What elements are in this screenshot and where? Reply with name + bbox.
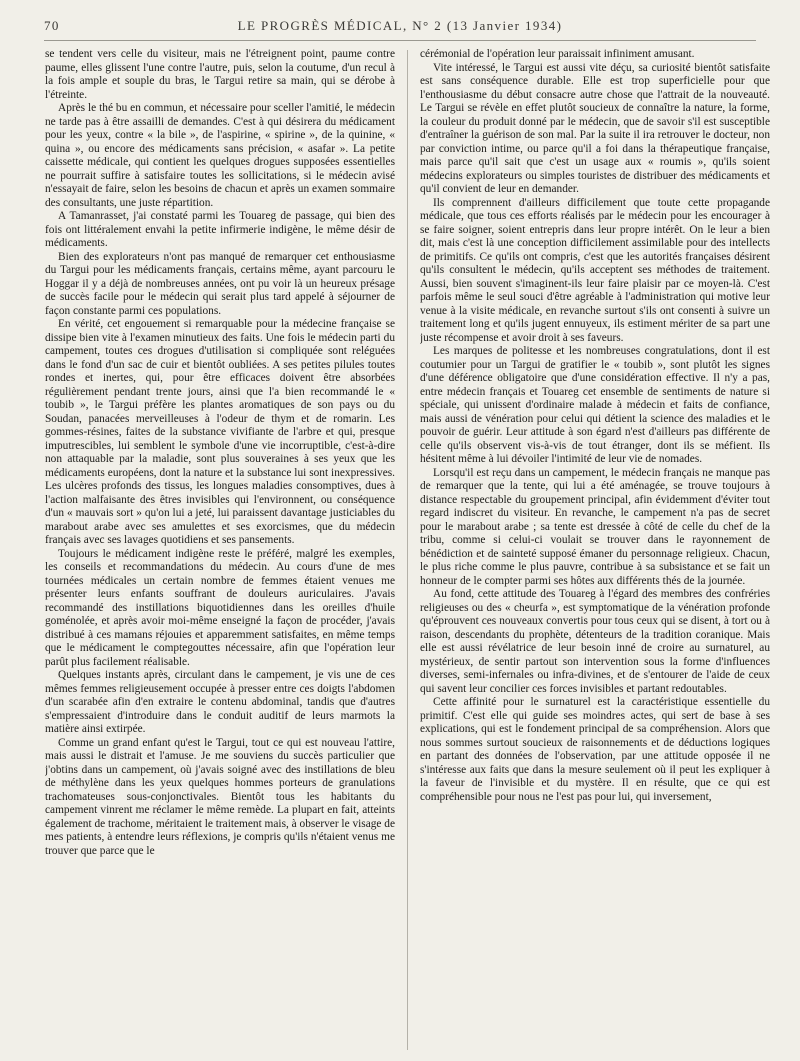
paragraph: Toujours le médicament indigène reste le préféré, malgré les exemples, les conseils et recommandations du médecin. Au cours d'une de mes tournées médicales un certain nombre de femmes étaient venues me présenter leurs enfants souffrant de douleurs auriculaires. J'avais recommandé des instillations biquotidiennes dans les oreilles d'huile goménolée, et après avoir moi-même enseigné la façon de procéder, j'avais distribué à ces mamans réjouies et apparemment satisfaites, en même temps que le médicament le comptegouttes nécessaire, afin que l'opération leur parût plus facilement réalisable. xyxy=(45,547,395,668)
paragraph: Quelques instants après, circulant dans le campement, je vis une de ces mêmes femmes religieusement occupée à presser entre ces doigts l'abdomen d'un scarabée afin d'en extraire le contenu abdominal, tandis que d'autres s'empressaient d'introduire dans le conduit auditif de leurs marmots la matière ainsi extirpée. xyxy=(45,669,395,735)
paragraph: En vérité, cet engouement si remarquable pour la médecine française se dissipe bien vite à l'examen minutieux des faits. Une fois le médecin parti du campement, toutes ces drogues d'utilisation si compliquée sont reléguées dans le fond d'un sac de cuir et bientôt oubliées. A ses petites pilules toutes rondes et inertes, qui, pour être efficaces doivent être absorbées régulièrement pendant trente jours, ainsi que l'a bien recommandé le « toubib », le Targui préfère les plantes aromatiques de son pays ou du Soudan, panacées merveilleuses à l'odeur de thym et de romarin. Les gommes-résines, faites de la substance vivifiante de l'arbre et qui, presque imputrescibles, lui semblent le symbole d'une vie incorruptible, c'est-à-dire non attaquable par la maladie, sont plus souveraines à ses yeux que les médicaments européens, dont la nature et la substance lui sont inexpressives. Les ulcères profonds des tissus, les longues maladies consomptives, dues à l'action malfaisante des êtres invisibles qui l'environnent, ou conséquence d'un « mauvais sort » qu'on lui a jeté, lui paraissent davantage justiciables du marabout arabe avec ses amulettes et ses exorcismes, que du médecin français avec ses lavages quotidiens et ses pansements. xyxy=(45,318,395,546)
running-header xyxy=(44,18,756,38)
paragraph: Après le thé bu en commun, et nécessaire pour sceller l'amitié, le médecin ne tarde pas à être assailli de demandes. C'est à qui désirera du médicament pour les yeux, contre « la bile », de l'aspirine, « spirine », de la quinine, « quina », ou encore des médicaments sans précision, « asafar ». La petite caissette médicale, qui contient les quelques drogues supposées essentielles ne pourrait suffire à satisfaire toutes les sollicitations, si le médecin avisé n'essayait de faire, selon les besoins de chacun et après un examen sommaire des consultants, une juste répartition. xyxy=(45,102,395,209)
left-column xyxy=(45,48,395,1053)
paragraph: Vite intéressé, le Targui est aussi vite déçu, sa curiosité bientôt satisfaite est sans conséquence durable. Elle est trop superficielle pour que l'enthousiasme du début consacre autre chose que l'attrait de la nouveauté. Le Targui se révèle en effet plutôt soucieux de connaître la nature, la forme, la couleur du produit donné par le médecin, que de savoir s'il est susceptible d'entraîner la guérison de son mal. Par la suite il ira retrouver le docteur, non par conviction intime, ou parce qu'il a foi dans la thérapeutique française, mais parce qu'il sait que c'est un usage aux « roumis », qu'ils soient médecins explorateurs ou simples touristes de distribuer des médicaments et qu'il convient de leur en demander. xyxy=(420,61,770,195)
paragraph: Comme un grand enfant qu'est le Targui, tout ce qui est nouveau l'attire, mais aussi le distrait et l'amuse. Je me souviens du succès particulier que j'obtins dans un campement, où j'avais soigné avec des instillations de bleu de méthylène dans les yeux quelques hommes porteurs de granulations trachomateuses sous-conjonctivales. Bientôt tous les habitants du campement vinrent me réclamer le même remède. La plupart en fait, atteints également de trachome, méritaient le traitement mais, à observer le visage de mes patients, à entendre leurs réflexions, je compris qu'ils n'étaient venus me trouver que parce que le xyxy=(45,736,395,857)
paragraph: A Tamanrasset, j'ai constaté parmi les Touareg de passage, qui bien des fois ont littéralement envahi la petite infirmerie indigène, le même désir de médicaments. xyxy=(45,210,395,249)
header-rule xyxy=(44,40,756,41)
paragraph: cérémonial de l'opération leur paraissait infiniment amusant. xyxy=(420,48,695,60)
paragraph: se tendent vers celle du visiteur, mais ne l'étreignent point, paume contre paume, elles glissent l'une contre l'autre, puis, selon la coutume, d'un recul à la fois ample et souple du bras, le Targui retire sa main, qui se dérobe à l'étreinte. xyxy=(45,48,395,101)
paragraph: Cette affinité pour le surnaturel est la caractéristique essentielle du primitif. C'est elle qui guide ses moindres actes, qui sert de base à ses explications, qui est le fondement principal de sa compréhension. Alors que nous sommes surtout soucieux de raisonnements et de déductions logiques en partant des données de l'observation, par une attitude opposée il ne s'intéresse aux faits que dans la mesure seulement où il peut les expliquer à la faveur de l'invisible et du mystère. Il en résulte, que ce qui est compréhensible pour nous ne l'est pas pour lui, qui inversement, xyxy=(420,696,770,803)
paragraph: Au fond, cette attitude des Touareg à l'égard des membres des confréries religieuses ou des « cheurfa », est symptomatique de la vénération profonde qu'éprouvent ces nouveaux convertis pour tous ceux qui se disent, à tort ou à raison, descendants du prophète, détenteurs de la tradition coranique. Mais elle est aussi révélatrice de leur besoin inné de croire au surnaturel, au mystérieux, de sentir partout son intervention sous la forme d'influences diverses, semi-infernales ou infra-divines, et de s'entourer de l'aide de ceux qui savent leur concilier ces forces invisibles et partant redoutables. xyxy=(420,588,770,695)
column-divider xyxy=(407,50,408,1050)
paragraph: Les marques de politesse et les nombreuses congratulations, dont il est coutumier pour un Targui de gratifier le « toubib », sont plutôt les signes d'une déférence obligatoire que d'une considération effective. Il n'y a pas, entre médecin français et Touareg cet ensemble de sentiments de nature si spéciale, qui unissent d'ordinaire malade à médecin et faits de confiance, mais aussi de vénération pour celui qui détient la science des maladies et le pouvoir de guérir. Leur attitude à son égard n'est d'ailleurs pas différente de celle qu'ils observent vis-à-vis de tout étranger, dont ils se méfient. Ils hésitent même à lui dévoiler l'intimité de leur vie de nomades. xyxy=(420,345,770,465)
paragraph: Bien des explorateurs n'ont pas manqué de remarquer cet enthousiasme du Targui pour les médicaments français, certains même, ayant parcouru le Hoggar il y a déjà de nombreuses années, ont pu voir là un heureux présage de succès facile pour le médecin qui serait plus tard appelé à séjourner de façon constante parmi ces populations. xyxy=(45,250,395,317)
paragraph: Ils comprennent d'ailleurs difficilement que toute cette propagande médicale, que tous ces efforts réalisés par le médecin pour les encourager à se faire soigner, soient entrepris dans leur propre intérêt. On le leur a bien dit, mais c'est là une conception difficilement assimilable pour des intellects de primitifs. Ce qu'ils ont compris, c'est que les autorités françaises désirent qu'ils consultent le médecin, qu'ils acceptent ses méthodes de traitement. Aussi, bien souvent s'imaginent-ils leur faire plaisir par ce moyen-là. C'est parfois même le seul souci d'être agréable à l'administration qui motive leur venue à la visite médicale, en revanche surtout s'ils ont consenti à suivre un traitement long et qu'ils jugent ennuyeux, ils estiment mériter de sa part une juste récompense et avoir droit à ses faveurs. xyxy=(420,196,770,344)
page-number: 70 xyxy=(44,18,60,33)
running-title: LE PROGRÈS MÉDICAL, N° 2 (13 Janvier 1934) xyxy=(237,18,563,33)
paragraph: Lorsqu'il est reçu dans un campement, le médecin français ne manque pas de remarquer que la tente, qui lui a été aménagée, se trouve toujours à distance respectable du groupement principal, afin évidemment d'éviter tout regard indiscret du visiteur. En revanche, le campement n'a pas de secret pour le marabout arabe ; sa tente est dressée à côté de celle du chef de la tribu, comme si celui-ci voulait se trouver dans le rayonnement de bénédiction et de sainteté supposé émaner du personnage religieux. Chacun, le plus riche comme le plus pauvre, contribue à sa subsistance et se fait un honneur de le compter parmi ses hôtes aux différents thés de la journée. xyxy=(420,466,770,587)
right-column xyxy=(420,48,770,1053)
